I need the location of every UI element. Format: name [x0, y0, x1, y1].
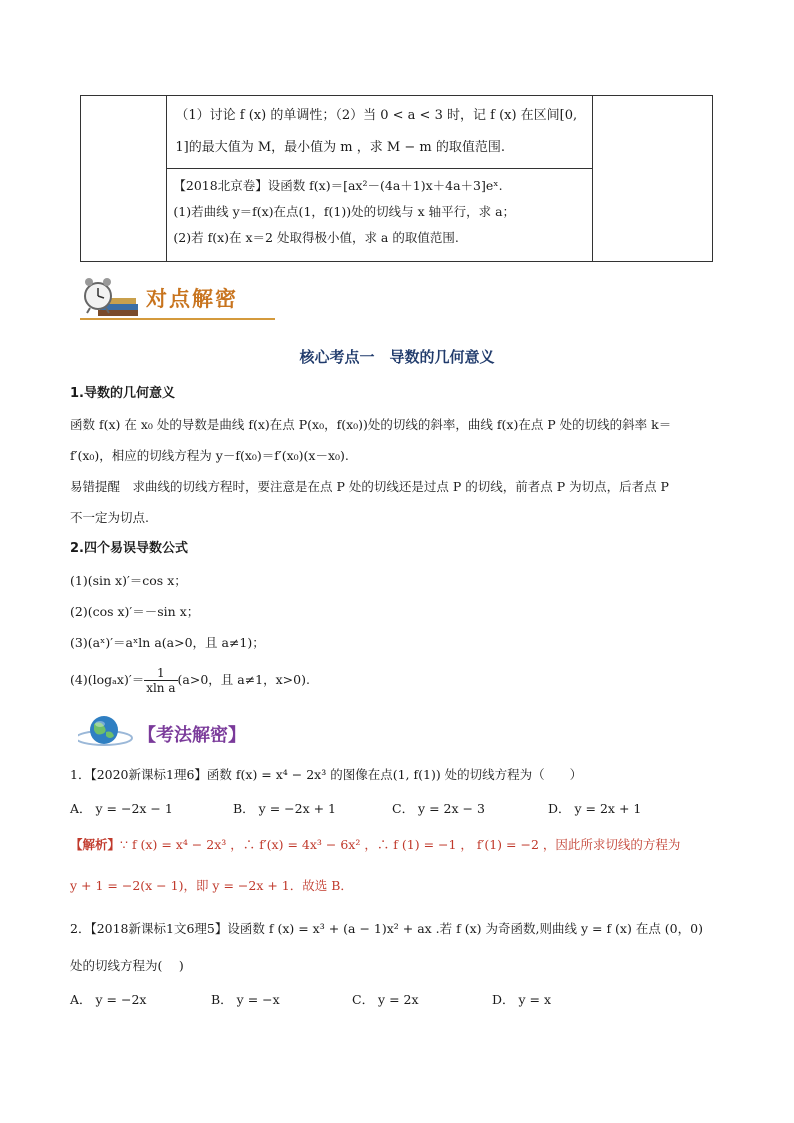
q2-option-b: B． y = −x — [211, 992, 280, 1007]
q2-option-a: A． y = −2x — [70, 992, 147, 1007]
q1-stem: 1．【2020新课标1理6】函数 f(x) = x⁴ − 2x³ 的图像在点(1, f(1)) 处的切线方程为（ ） — [70, 767, 583, 782]
analysis-tag: 【解析】 — [70, 837, 121, 852]
row1-line1: （1）讨论 f (x) 的单调性；（2）当 0 < a < 3 时，记 f (x) 在区间[0, — [175, 108, 578, 123]
analysis-text-1: ∵ f (x) = x⁴ − 2x³ ，∴ f′(x) = 4x³ − 6x² ，∴ f (1) = −1 ， f′(1) = −2 ，因此所求切线的方程为 — [120, 837, 681, 852]
row1-line2: 1]的最大值为 M，最小值为 m ，求 M − m 的取值范围. — [175, 140, 505, 155]
alarm-clock-books-icon — [80, 268, 140, 318]
q1-analysis-line1 — [70, 836, 680, 854]
part1-line2: f′(x₀)，相应的切线方程为 y－f(x₀)＝f′(x₀)(x－x₀). — [70, 448, 349, 463]
part1-line1: 函数 f(x) 在 x₀ 处的导数是曲线 f(x)在点 P(x₀，f(x₀))处的切线的斜率，曲线 f(x)在点 P 处的切线的斜率 k＝ — [70, 417, 672, 432]
row2-line1: 【2018北京卷】设函数 f(x)＝[ax²－(4a＋1)x＋4a＋3]eˣ. — [173, 178, 503, 193]
formula-4-fraction — [144, 666, 177, 695]
q1-option-b: B． y = −2x + 1 — [233, 801, 336, 816]
banner-title-duidian: 对点解密 — [146, 287, 238, 311]
q2-stem-line2: 处的切线方程为( ) — [70, 958, 184, 973]
table-cell-question1 — [167, 96, 592, 169]
table-cell-question2 — [167, 169, 592, 262]
q1-option-d: D． y = 2x + 1 — [548, 801, 642, 816]
q2-option-c: C． y = 2x — [352, 992, 419, 1007]
q1-option-a: A． y = −2x − 1 — [70, 801, 173, 816]
row2-line2: (1)若曲线 y＝f(x)在点(1，f(1))处的切线与 x 轴平行，求 a； — [173, 204, 516, 219]
formula-4-pre: (4)(logₐx)′＝ — [70, 672, 145, 687]
table-cell-right — [592, 96, 712, 262]
part1-line3: 易错提醒 求曲线的切线方程时，要注意是在点 P 处的切线还是过点 P 的切线，前者点 P 为切点，后者点 P — [70, 479, 669, 494]
top-table — [80, 95, 713, 262]
banner-title-kaofa: 【考法解密】 — [138, 725, 246, 746]
q2-stem-line1: 2．【2018新课标1文6理5】设函数 f (x) = x³ + (a − 1)x² + ax .若 f (x) 为奇函数,则曲线 y = f (x) 在点 (0，0) — [70, 921, 703, 936]
formula-3: (3)(aˣ)′＝aˣln a(a>0，且 a≠1)； — [70, 635, 265, 650]
formula-4 — [70, 664, 310, 696]
q1-analysis-line2: y + 1 = −2(x − 1)，即 y = −2x + 1．故选 B． — [70, 878, 353, 893]
formula-4-num: 1 — [144, 666, 177, 681]
formula-2: (2)(cos x)′＝－sin x； — [70, 604, 200, 619]
section-title: 核心考点一 导数的几何意义 — [299, 348, 495, 366]
q1-option-c: C． y = 2x − 3 — [392, 801, 485, 816]
part1-heading: 1.导数的几何意义 — [70, 386, 175, 401]
formula-4-post: (a>0，且 a≠1，x>0). — [177, 672, 310, 687]
formula-1: (1)(sin x)′＝cos x； — [70, 573, 187, 588]
banner-underline — [80, 318, 275, 320]
row2-line3: (2)若 f(x)在 x＝2 处取得极小值，求 a 的取值范围. — [173, 230, 459, 245]
part2-heading: 2.四个易误导数公式 — [70, 541, 188, 556]
formula-4-den: xln a — [146, 681, 176, 695]
q2-option-d: D． y = x — [492, 992, 552, 1007]
part1-line4: 不一定为切点. — [70, 510, 149, 525]
globe-icon — [78, 712, 138, 748]
table-cell-left — [81, 96, 167, 262]
